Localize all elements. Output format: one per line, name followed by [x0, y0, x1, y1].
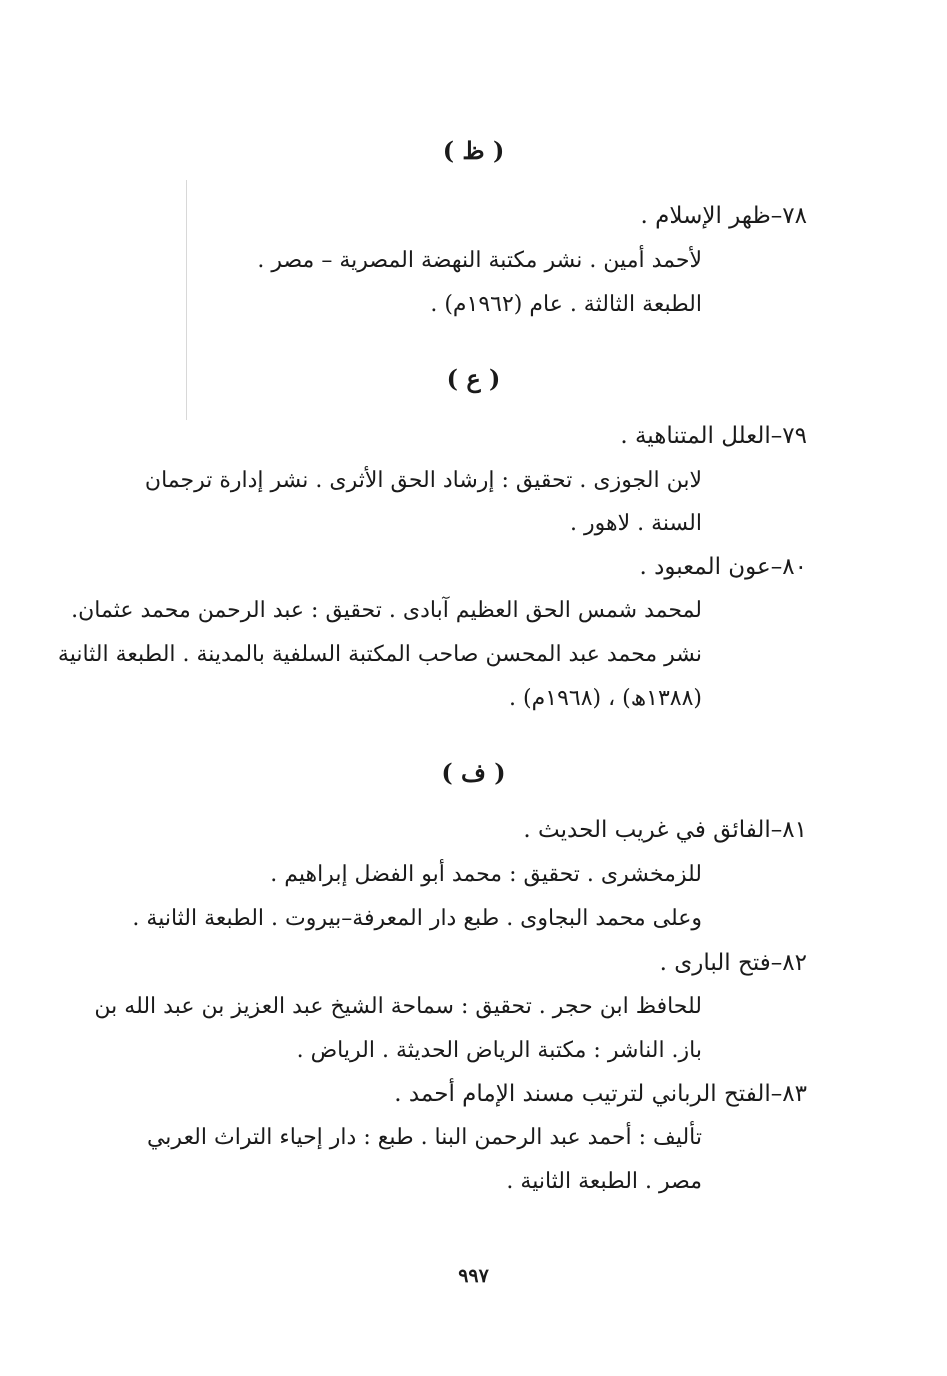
entry-81-line-1: للزمخشرى . تحقيق : محمد أبو الفضل إبراهيم . [270, 862, 702, 887]
entry-78-title: ٧٨–ظهر الإسلام . [640, 203, 807, 229]
entry-78-line-1: لأحمد أمين . نشر مكتبة النهضة المصرية – مصر . [257, 248, 702, 273]
entry-82-line-1: للحافظ ابن حجر . تحقيق : سماحة الشيخ عبد العزيز بن عبد الله بن [94, 994, 702, 1019]
page-number: ٩٩٧ [458, 1265, 489, 1287]
entry-83-title: ٨٣–الفتح الرباني لترتيب مسند الإمام أحمد . [394, 1081, 807, 1107]
entry-80-line-3: (١٣٨٨ھ) ، (١٩٦٨م) . [509, 686, 702, 711]
entry-81-line-2: وعلى محمد البجاوى . طبع دار المعرفة–بيروت . الطبعة الثانية . [132, 906, 702, 931]
entry-82-title: ٨٢–فتح البارى . [659, 950, 807, 976]
entry-79-line-2: السنة . لاهور . [570, 511, 702, 536]
entry-83-line-1: تأليف : أحمد عبد الرحمن البنا . طبع : دار إحياء التراث العربي [146, 1125, 702, 1150]
entry-79-line-1: لابن الجوزى . تحقيق : إرشاد الحق الأثرى . نشر إدارة ترجمان [144, 468, 702, 493]
entry-78-line-2: الطبعة الثالثة . عام (١٩٦٢م) . [430, 292, 702, 317]
section-heading-fa: ( ف ) [441, 758, 506, 787]
entry-80-line-2: نشر محمد عبد المحسن صاحب المكتبة السلفية بالمدينة . الطبعة الثانية [57, 642, 702, 667]
entry-79-title: ٧٩–العلل المتناهية . [620, 423, 807, 449]
entry-82-line-2: باز. الناشر : مكتبة الرياض الحديثة . الرياض . [296, 1038, 702, 1063]
section-heading-ayn: ( ع ) [446, 364, 501, 393]
section-heading-zah: ( ظ ) [442, 136, 505, 165]
entry-80-title: ٨٠–عون المعبود . [639, 554, 807, 580]
entry-83-line-2: مصر . الطبعة الثانية . [506, 1169, 702, 1194]
entry-80-line-1: لمحمد شمس الحق العظيم آبادى . تحقيق : عبد الرحمن محمد عثمان. [71, 598, 702, 623]
entry-81-title: ٨١–الفائق في غريب الحديث . [523, 817, 807, 843]
